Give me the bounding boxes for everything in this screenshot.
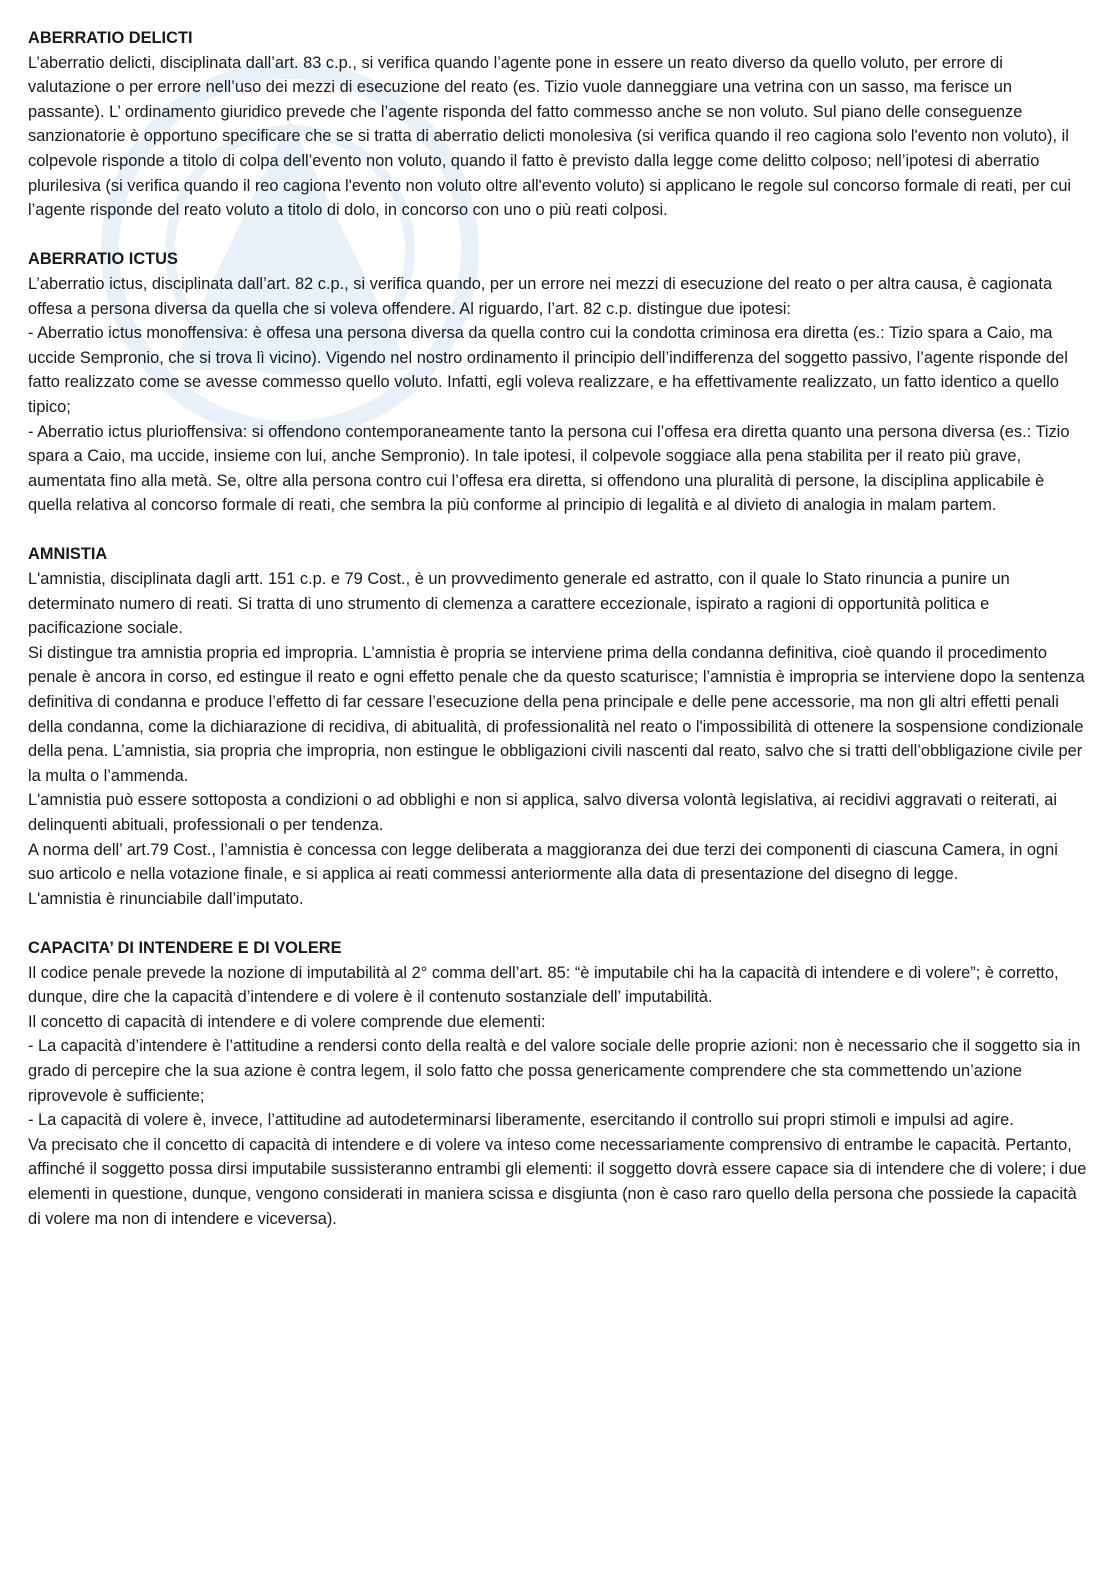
section-title: CAPACITA’ DI INTENDERE E DI VOLERE bbox=[28, 938, 342, 957]
section-title: AMNISTIA bbox=[28, 545, 108, 564]
paragraph: - Aberratio ictus monoffensiva: è offesa una persona diversa da quella contro cui la condotta criminosa era diretta (es.: Tizio spara a Caio, ma uccide Sempronio, che si trova lì vicino). Vigendo nel nostro ordinamento il principio dell’indifferenza del soggetto passivo, l’agente risponde del fatto realizzato come se avesse commesso quello voluto. Infatti, egli voleva realizzare, e ha effettivamente realizzato, un fatto identico a quello tipico; bbox=[28, 324, 1068, 416]
paragraph: - Aberratio ictus plurioffensiva: si offendono contemporaneamente tanto la persona cui l’offesa era diretta quanto una persona diversa (es.: Tizio spara a Caio, ma uccide, insieme con lui, anche Sempronio). In tale ipotesi, il colpevole soggiace alla pena stabilita per il reato più grave, aumentata fino alla metà. Se, oltre alla persona contro cui l’offesa era diretta, si offendono una pluralità di persone, la disciplina applicabile è quella relativa al concorso formale di reati, che sembra la più conforme al principio di legalità e al divieto di analogia in malam partem. bbox=[28, 422, 1070, 515]
paragraph: L’aberratio delicti, disciplinata dall’art. 83 c.p., si verifica quando l’agente pone in essere un reato diverso da quello voluto, per errore di valutazione o per errore nell’uso dei mezzi di esecuzione del reato (es. Tizio vuole danneggiare una vetrina con un sasso, ma ferisce un passante). L’ ordinamento giuridico prevede che l’agente risponda del fatto commesso anche se non voluto. Sul piano delle conseguenze sanzionatorie è opportuno specificare che se si tratta di aberratio delicti monolesiva (si verifica quando il reo cagiona solo l'evento non voluto), il colpevole risponde a titolo di colpa dell’evento non voluto, quando il fatto è previsto dalla legge come delitto colposo; nell’ipotesi di aberratio plurilesiva (si verifica quando il reo cagiona l'evento non voluto oltre all'evento voluto) si applicano le regole sul concorso formale di reati, per cui l’agente risponde del reato voluto a titolo di dolo, in concorso con uno o più reati colposi. bbox=[28, 53, 1072, 220]
section-title: ABERRATIO DELICTI bbox=[28, 29, 193, 47]
section-title: ABERRATIO ICTUS bbox=[28, 250, 178, 269]
paragraph: Si distingue tra amnistia propria ed impropria. L'amnistia è propria se interviene prima della condanna definitiva, cioè quando il procedimento penale è ancora in corso, ed estingue il reato e ogni effetto penale che da questo scaturisce; l’amnistia è impropria se interviene dopo la sentenza definitiva di condanna e produce l’effetto di far cessare l’esecuzione della pena principale e delle pene accessorie, ma non gli altri effetti penali della condanna, come la dichiarazione di recidiva, di abitualità, di professionalità nel reato o l'impossibilità di ottenere la sospensione condizionale della pena. L’amnistia, sia propria che impropria, non estingue le obbligazioni civili nascenti dal reato, salvo che si tratti dell’obbligazione civile per la multa o l’ammenda. bbox=[28, 643, 1085, 785]
paragraph: L'amnistia è rinunciabile dall’imputato. bbox=[28, 889, 304, 908]
document-page bbox=[28, 26, 1088, 1256]
paragraph: - La capacità di volere è, invece, l’attitudine ad autodeterminarsi liberamente, esercitando il controllo sui propri stimoli e impulsi ad agire. bbox=[28, 1111, 1014, 1130]
paragraph: Il concetto di capacità di intendere e di volere comprende due elementi: bbox=[28, 1012, 546, 1031]
section-aberratio-ictus bbox=[28, 247, 1088, 518]
paragraph: L'amnistia, disciplinata dagli artt. 151 c.p. e 79 Cost., è un provvedimento generale ed astratto, con il quale lo Stato rinuncia a punire un determinato numero di reati. Si tratta di uno strumento di clemenza a carattere eccezionale, ispirato a ragioni di opportunità politica e pacificazione sociale. bbox=[28, 570, 1010, 638]
paragraph: Va precisato che il concetto di capacità di intendere e di volere va inteso come necessariamente comprensivo di entrambe le capacità. Pertanto, affinché il soggetto possa dirsi imputabile sussisteranno entrambi gli elementi: il soggetto dovrà essere capace sia di intendere che di volere; i due elementi in questione, dunque, vengono considerati in maniera scissa e disgiunta (non è caso raro quello della persona che possiede la capacità di volere ma non di intendere e viceversa). bbox=[28, 1135, 1087, 1228]
paragraph: A norma dell’ art.79 Cost., l’amnistia è concessa con legge deliberata a maggioranza dei due terzi dei componenti di ciascuna Camera, in ogni suo articolo e nella votazione finale, e si applica ai reati commessi anteriormente alla data di presentazione del disegno di legge. bbox=[28, 840, 1058, 884]
paragraph: L'amnistia può essere sottoposta a condizioni o ad obblighi e non si applica, salvo diversa volontà legislativa, ai recidivi aggravati o reiterati, ai delinquenti abituali, professionali o per tendenza. bbox=[28, 791, 1058, 834]
section-aberratio-delicti bbox=[28, 26, 1088, 223]
paragraph: Il codice penale prevede la nozione di imputabilità al 2° comma dell’art. 85: “è imputabile chi ha la capacità di intendere e di volere”; è corretto, dunque, dire che la capacità d’intendere e di volere è il contenuto sostanziale dell’ imputabilità. bbox=[28, 963, 1059, 1007]
paragraph: - La capacità d’intendere è l’attitudine a rendersi conto della realtà e del valore sociale delle proprie azioni: non è necessario che il soggetto sia in grado di percepire che la sua azione è contra legem, il solo fatto che possa genericamente comprendere che sta commettendo un’azione riprovevole è sufficiente; bbox=[28, 1037, 1081, 1105]
section-capacita-intendere-volere bbox=[28, 936, 1088, 1231]
section-amnistia bbox=[28, 542, 1088, 911]
paragraph: L’aberratio ictus, disciplinata dall’art. 82 c.p., si verifica quando, per un errore nei mezzi di esecuzione del reato o per altra causa, è cagionata offesa a persona diversa da quella che si voleva offendere. Al riguardo, l’art. 82 c.p. distingue due ipotesi: bbox=[28, 274, 1053, 318]
